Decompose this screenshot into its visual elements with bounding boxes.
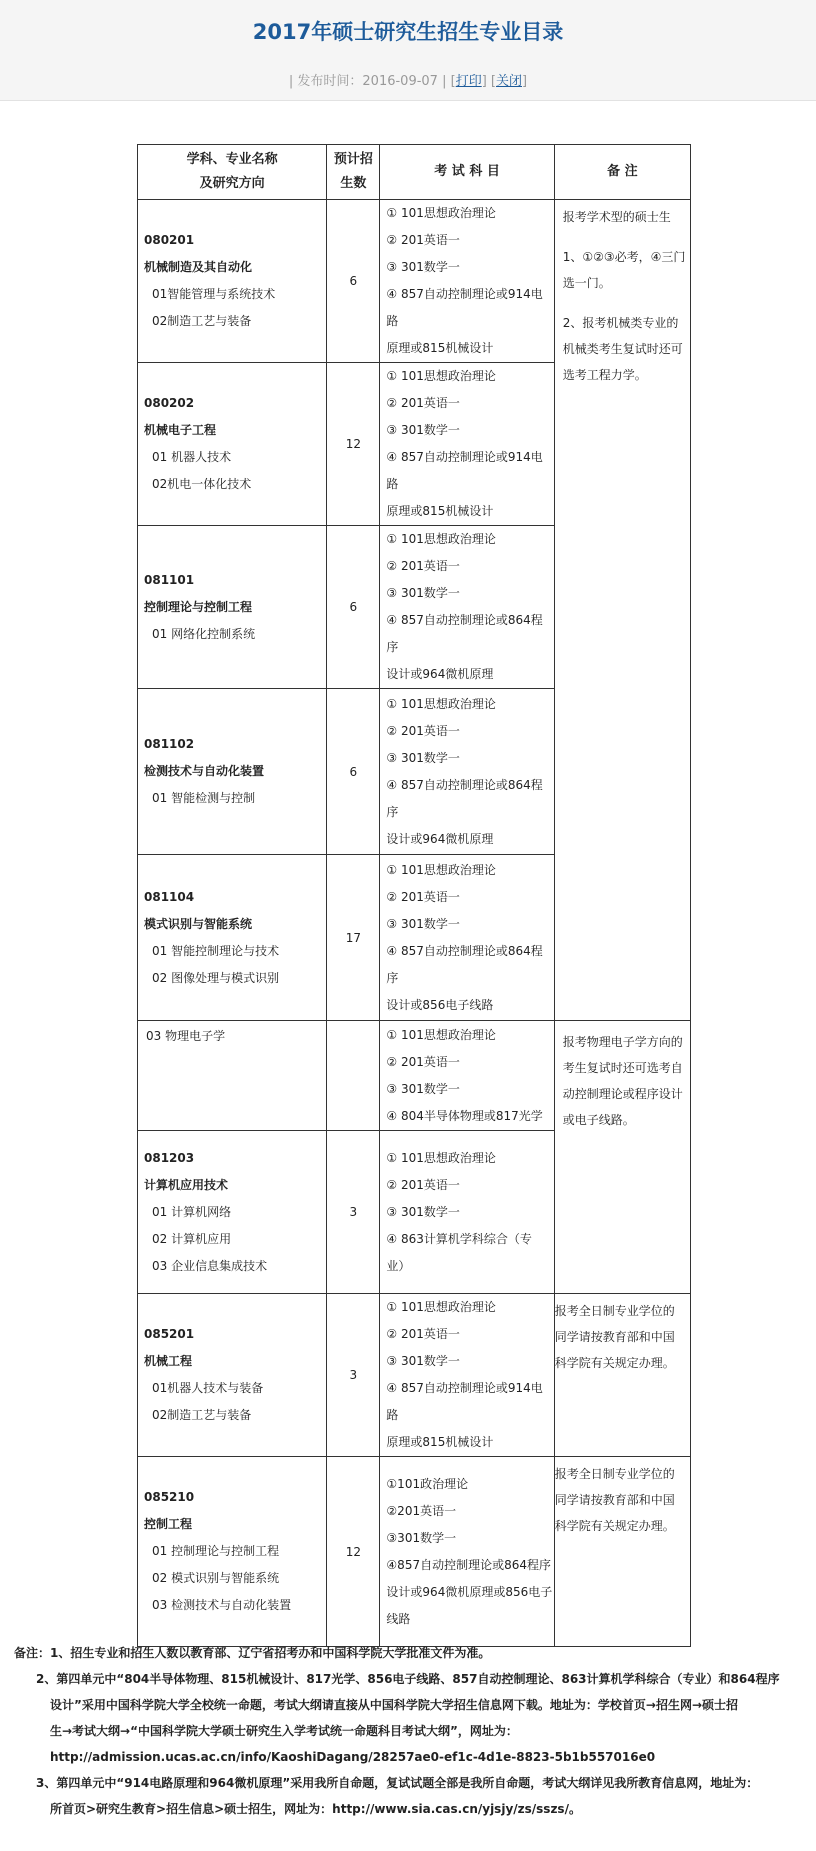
subjects-cell: ① 101思想政治理论 ② 201英语一 ③ 301数学一 ④ 857自动控制理论或864程序 设计或964微机原理 xyxy=(380,689,554,855)
header-count: 预计招 生数 xyxy=(327,145,380,200)
major-cell: 085210 控制工程 01 控制理论与控制工程 02 模式识别与智能系统 03 检测技术与自动化装置 xyxy=(138,1457,327,1647)
table-row xyxy=(138,1457,691,1647)
note-professional-1: 报考全日制专业学位的同学请按教育部和中国科学院有关规定办理。 xyxy=(554,1294,690,1457)
publish-date: 发布时间：2016-09-07 xyxy=(297,74,438,89)
major-cell: 081104 模式识别与智能系统 01 智能控制理论与技术 02 图像处理与模式识别 xyxy=(138,855,327,1021)
subjects-cell: ① 101思想政治理论 ② 201英语一 ③ 301数学一 ④ 857自动控制理论或914电路 原理或815机械设计 xyxy=(380,363,554,526)
header-subjects: 考 试 科 目 xyxy=(380,145,554,200)
footnote-2-line-2: 设计”采用中国科学院大学全校统一命题，考试大纲请直接从中国科学院大学招生信息网下载。地址为：学校首页→招生网→硕士招 xyxy=(50,1698,739,1712)
footnotes xyxy=(14,1640,814,1822)
close-link[interactable]: 关闭 xyxy=(496,74,523,89)
note-professional-2: 报考全日制专业学位的同学请按教育部和中国科学院有关规定办理。 xyxy=(554,1457,690,1647)
count-cell xyxy=(327,1021,380,1131)
program-table xyxy=(137,144,691,1647)
count-cell: 12 xyxy=(327,363,380,526)
subjects-cell: ① 101思想政治理论 ② 201英语一 ③ 301数学一 ④ 857自动控制理论或914电路 原理或815机械设计 xyxy=(380,1294,554,1457)
footnote-2-line-1: 2、第四单元中“804半导体物理、815机械设计、817光学、856电子线路、857自动控制理论、863计算机学科综合（专业）和864程序 xyxy=(36,1672,780,1686)
count-cell: 6 xyxy=(327,689,380,855)
footnote-2-url[interactable]: http://admission.ucas.ac.cn/info/KaoshiDagang/28257ae0-ef1c-4d1e-8823-5b1b557016e0 xyxy=(50,1750,656,1764)
major-cell: 081102 检测技术与自动化装置 01 智能检测与控制 xyxy=(138,689,327,855)
major-cell: 080202 机械电子工程 01 机器人技术 02机电一体化技术 xyxy=(138,363,327,526)
footnote-3-line-1: 3、第四单元中“914电路原理和964微机原理”采用我所自命题，复试试题全部是我所自命题，考试大纲详见我所教育信息网，地址为： xyxy=(36,1776,759,1790)
page-title: 2017年硕士研究生招生专业目录 xyxy=(252,20,564,44)
article-meta: | 发布时间：2016-09-07 | [打印] [关闭] xyxy=(288,74,528,89)
subjects-cell: ① 101思想政治理论 ② 201英语一 ③ 301数学一 ④ 857自动控制理论或864程序 设计或856电子线路 xyxy=(380,855,554,1021)
count-cell: 6 xyxy=(327,526,380,689)
major-cell: 085201 机械工程 01机器人技术与装备 02制造工艺与装备 xyxy=(138,1294,327,1457)
table-row xyxy=(138,1021,691,1131)
table-row xyxy=(138,1294,691,1457)
count-cell: 17 xyxy=(327,855,380,1021)
note-physics: 报考物理电子学方向的考生复试时还可选考自动控制理论或程序设计或电子线路。 xyxy=(554,1021,690,1294)
footnote-2-line-3: 生→考试大纲→“中国科学院大学硕士研究生入学考试统一命题科目考试大纲”，网址为： xyxy=(50,1724,518,1738)
major-cell: 081101 控制理论与控制工程 01 网络化控制系统 xyxy=(138,526,327,689)
subjects-cell: ① 101思想政治理论 ② 201英语一 ③ 301数学一 ④ 804半导体物理或817光学 xyxy=(380,1021,554,1131)
page-header xyxy=(0,0,816,101)
major-cell: 080201 机械制造及其自动化 01智能管理与系统技术 02制造工艺与装备 xyxy=(138,200,327,363)
footnote-3-line-2: 所首页>研究生教育>招生信息>硕士招生，网址为：http://www.sia.cas.cn/yjsjy/zs/sszs/。 xyxy=(50,1802,581,1816)
major-cell: 081203 计算机应用技术 01 计算机网络 02 计算机应用 03 企业信息集成技术 xyxy=(138,1131,327,1294)
note-academic: 报考学术型的硕士生 1、①②③必考，④三门选一门。 2、报考机械类专业的机械类考生复试时还可选考工程力学。 xyxy=(554,200,690,1021)
major-cell: 03 物理电子学 xyxy=(138,1021,327,1131)
subjects-cell: ①101政治理论 ②201英语一 ③301数学一 ④857自动控制理论或864程序 设计或964微机原理或856电子 线路 xyxy=(380,1457,554,1647)
table-header-row xyxy=(138,145,691,200)
subjects-cell: ① 101思想政治理论 ② 201英语一 ③ 301数学一 ④ 857自动控制理论或914电路 原理或815机械设计 xyxy=(380,200,554,363)
footnote-1: 备注：1、招生专业和招生人数以教育部、辽宁省招考办和中国科学院大学批准文件为准。 xyxy=(14,1646,491,1660)
subjects-cell: ① 101思想政治理论 ② 201英语一 ③ 301数学一 ④ 863计算机学科综合（专 业） xyxy=(380,1131,554,1294)
count-cell: 3 xyxy=(327,1294,380,1457)
count-cell: 3 xyxy=(327,1131,380,1294)
table-row xyxy=(138,200,691,363)
count-cell: 6 xyxy=(327,200,380,363)
header-major: 学科、专业名称 及研究方向 xyxy=(138,145,327,200)
print-link[interactable]: 打印 xyxy=(455,74,482,89)
subjects-cell: ① 101思想政治理论 ② 201英语一 ③ 301数学一 ④ 857自动控制理论或864程序 设计或964微机原理 xyxy=(380,526,554,689)
count-cell: 12 xyxy=(327,1457,380,1647)
header-notes: 备 注 xyxy=(554,145,690,200)
